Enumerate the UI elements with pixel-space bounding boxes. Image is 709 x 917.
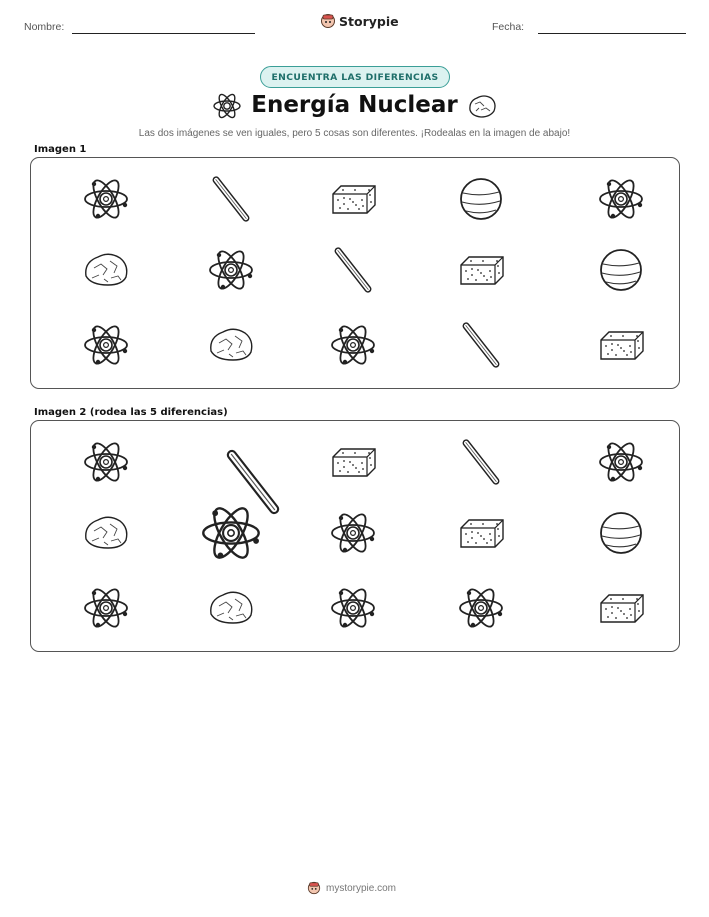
brick-icon[interactable] <box>461 520 503 547</box>
atom-icon[interactable] <box>460 586 502 630</box>
image1-scene <box>31 158 681 390</box>
image1-panel <box>30 157 680 389</box>
activity-badge-text: ENCUENTRA LAS DIFERENCIAS <box>271 71 439 83</box>
fuel-rod-icon <box>212 176 250 222</box>
storypie-mascot-icon <box>307 881 321 895</box>
page-title: Energía Nuclear <box>251 92 458 118</box>
brand-name: Storypie <box>339 13 399 29</box>
fuel-rod-icon[interactable] <box>226 449 279 514</box>
activity-badge <box>260 66 450 88</box>
brick-icon[interactable] <box>601 595 643 622</box>
atom-icon <box>600 177 642 221</box>
storypie-mascot-icon <box>320 13 336 29</box>
atom-icon <box>85 177 127 221</box>
atom-icon[interactable] <box>600 440 642 484</box>
instructions: Las dos imágenes se ven iguales, pero 5 cosas son diferentes. ¡Rodealas en la imagen de abajo! <box>138 128 571 139</box>
brick-icon <box>601 332 643 359</box>
sphere-icon <box>461 179 501 219</box>
atom-icon[interactable] <box>332 586 374 630</box>
date-label: Fecha: <box>492 21 525 33</box>
name-line[interactable] <box>72 33 255 34</box>
brand-logo <box>320 13 399 29</box>
brick-icon <box>333 186 375 213</box>
footer <box>307 881 396 895</box>
atom-icon <box>332 323 374 367</box>
atom-icon <box>85 323 127 367</box>
brick-icon[interactable] <box>333 449 375 476</box>
rock-icon <box>86 254 127 285</box>
brick-icon <box>461 257 503 284</box>
image2-panel[interactable] <box>30 420 680 652</box>
rock-icon[interactable] <box>211 592 252 623</box>
rock-icon[interactable] <box>86 517 127 548</box>
image2-scene[interactable] <box>31 421 681 653</box>
atom-icon[interactable] <box>85 440 127 484</box>
atom-icon <box>210 248 252 292</box>
rock-icon <box>466 92 498 120</box>
image2-label: Imagen 2 (rodea las 5 diferencias) <box>34 407 228 418</box>
name-label: Nombre: <box>24 21 65 33</box>
atom-icon[interactable] <box>332 511 374 555</box>
image1-label: Imagen 1 <box>34 144 87 155</box>
date-line[interactable] <box>538 33 686 34</box>
rock-icon <box>211 329 252 360</box>
atom-icon[interactable] <box>85 586 127 630</box>
fuel-rod-icon[interactable] <box>462 439 500 485</box>
footer-url: mystorypie.com <box>326 882 397 894</box>
fuel-rod-icon <box>462 322 500 368</box>
atom-icon[interactable] <box>203 504 259 563</box>
fuel-rod-icon <box>334 247 372 293</box>
sphere-icon[interactable] <box>601 513 641 553</box>
sphere-icon <box>601 250 641 290</box>
